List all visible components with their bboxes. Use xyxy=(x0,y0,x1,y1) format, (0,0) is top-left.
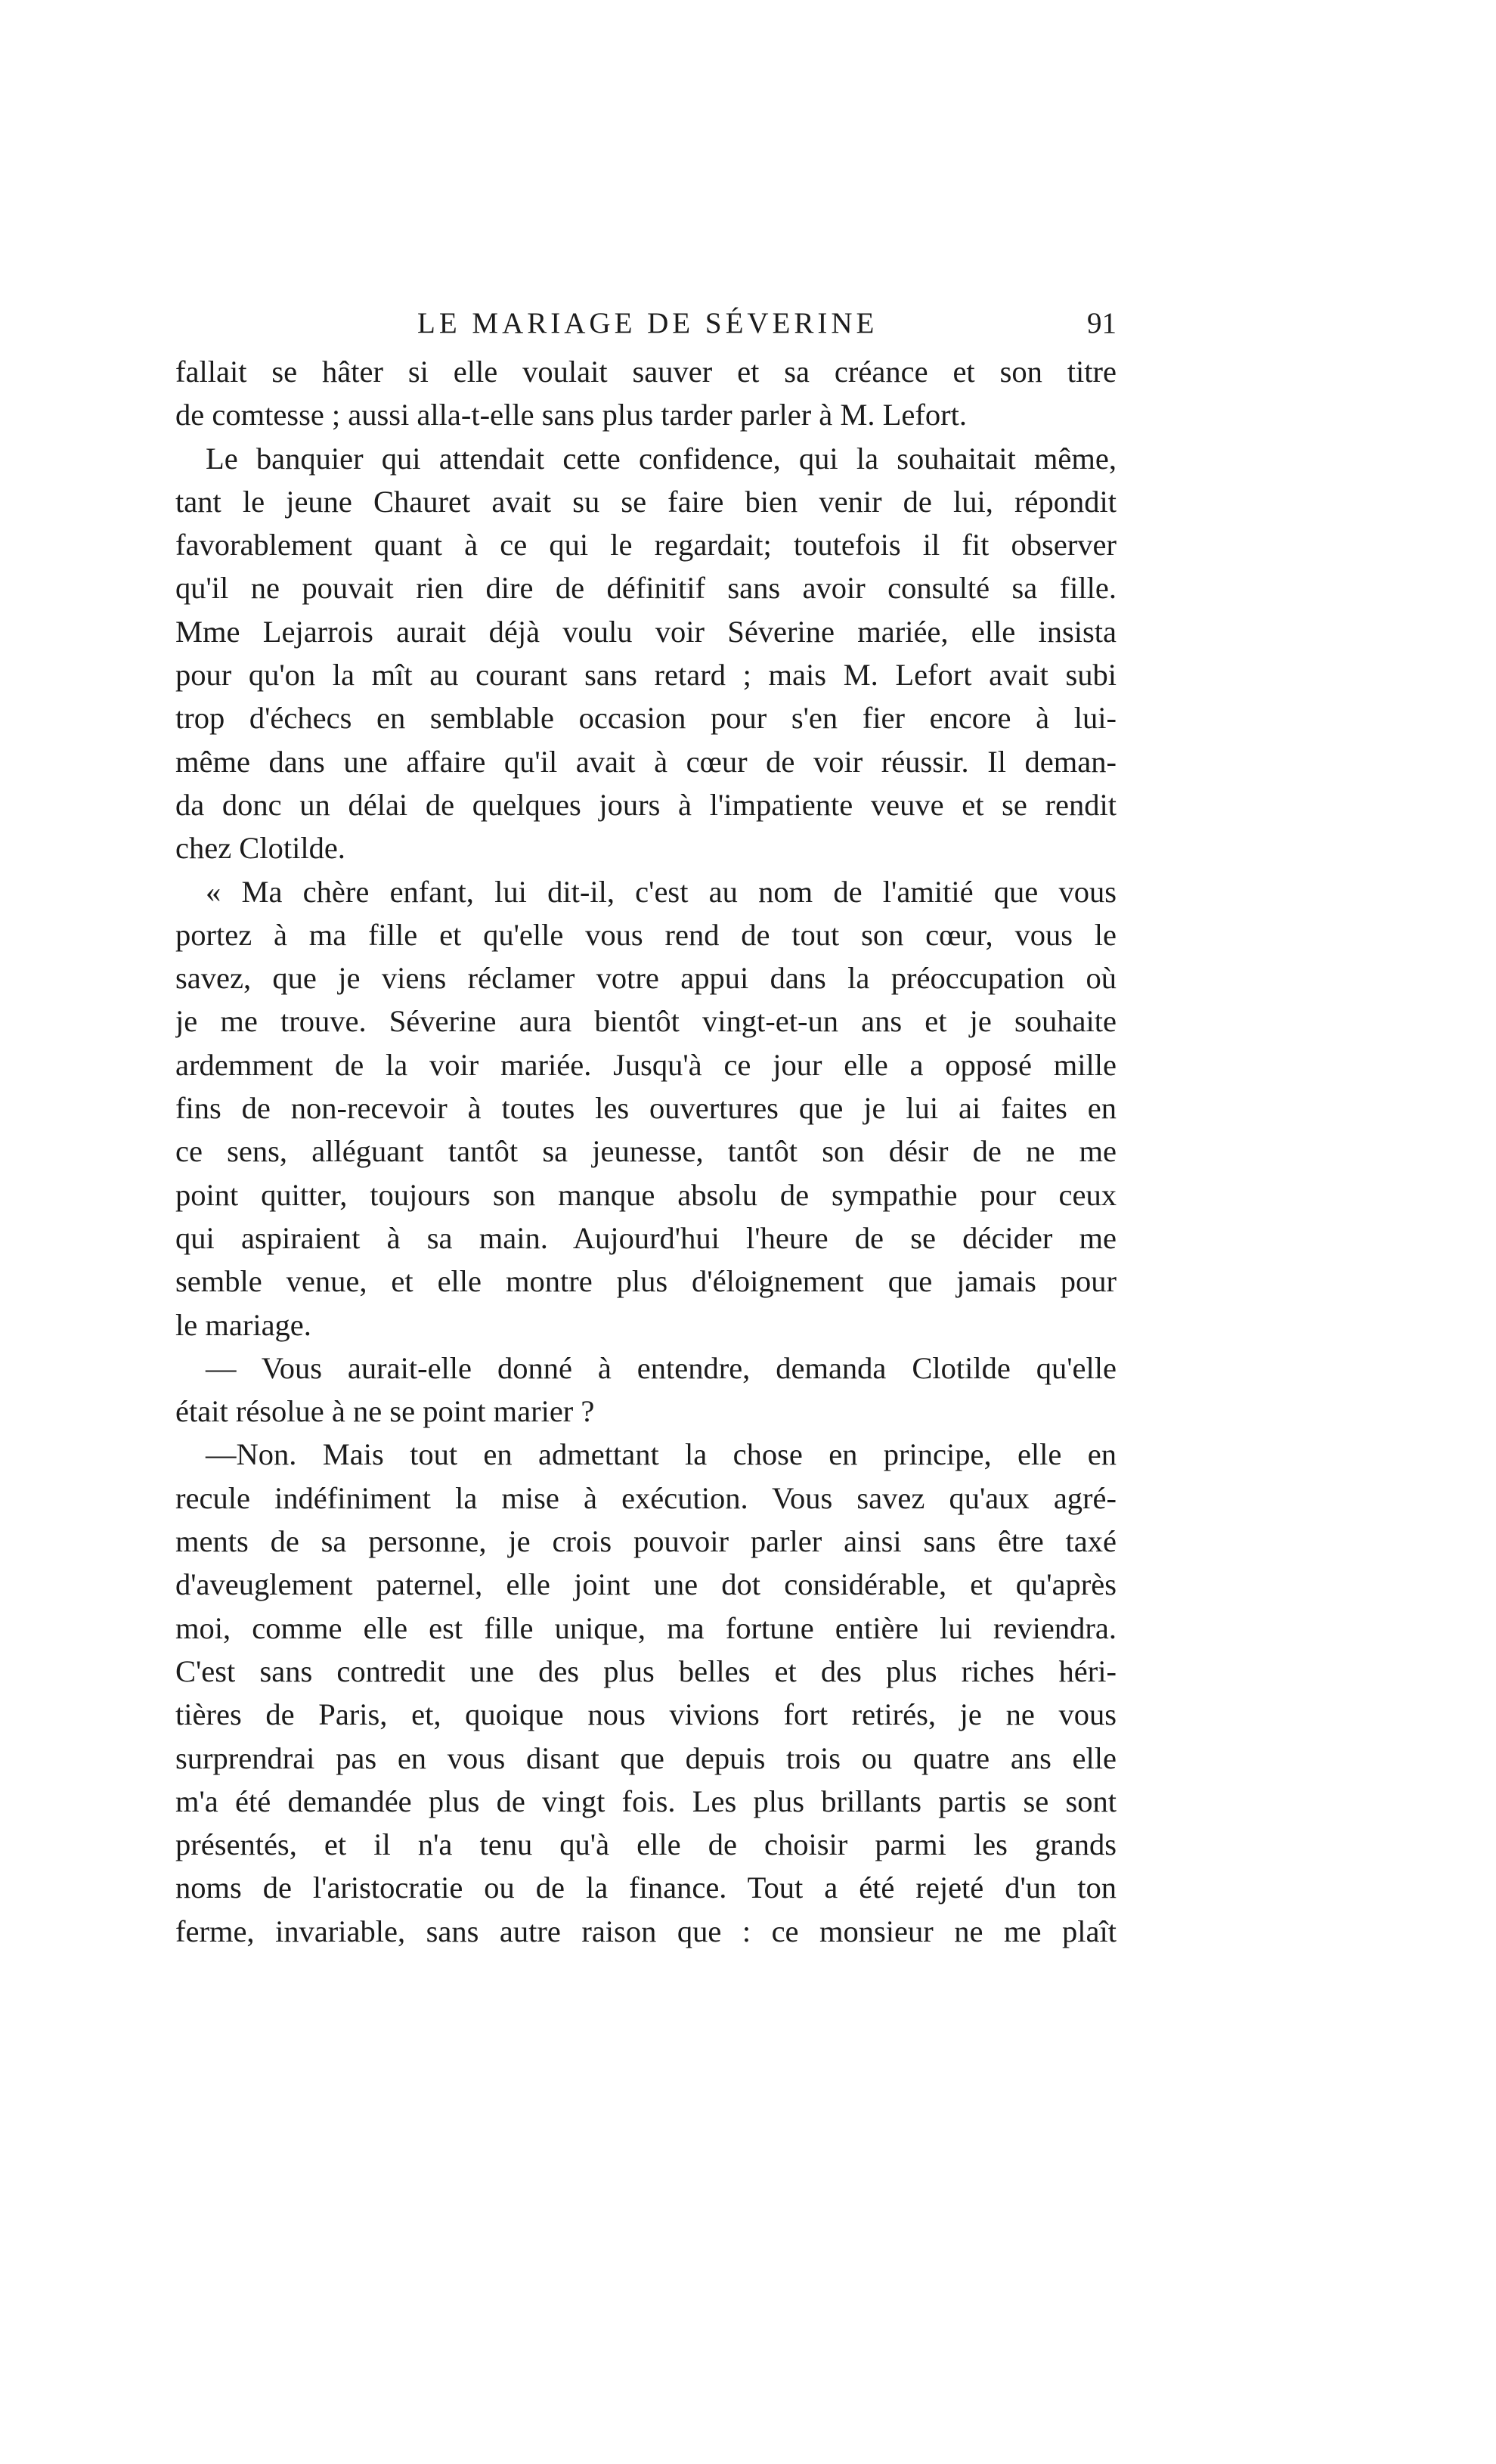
text-line: portez à ma fille et qu'elle vous rend de tout son cœur, vous le xyxy=(175,917,1117,952)
text-line: présentés, et il n'a tenu qu'à elle de choisir parmi les grands xyxy=(175,1827,1117,1862)
text-line: ce sens, alléguant tantôt sa jeunesse, tantôt son désir de ne me xyxy=(175,1134,1117,1169)
running-title: LE MARIAGE DE SÉVERINE xyxy=(417,307,878,339)
text-line: m'a été demandée plus de vingt fois. Les plus brillants partis se sont xyxy=(175,1784,1117,1818)
text-line: C'est sans contredit une des plus belles et des plus riches héri- xyxy=(175,1654,1117,1688)
text-line: recule indéfiniment la mise à exécution. Vous savez qu'aux agré- xyxy=(175,1480,1117,1515)
text-line: surprendrai pas en vous disant que depuis trois ou quatre ans elle xyxy=(175,1740,1117,1775)
text-line: trop d'échecs en semblable occasion pour s'en fier encore à lui- xyxy=(175,701,1117,736)
text-line: de comtesse ; aussi alla-t-elle sans plus tarder parler à M. Lefort. xyxy=(175,398,967,432)
text-line: savez, que je viens réclamer votre appui dans la préoccupation où xyxy=(175,961,1117,996)
text-line: d'aveuglement paternel, elle joint une dot considérable, et qu'après xyxy=(175,1567,1117,1602)
text-line: fins de non-recevoir à toutes les ouvertures que je lui ai faites en xyxy=(175,1091,1117,1126)
text-line: fallait se hâter si elle voulait sauver et sa créance et son titre xyxy=(175,355,1117,389)
text-line: moi, comme elle est fille unique, ma fortune entière lui reviendra. xyxy=(175,1610,1117,1645)
text-line: était résolue à ne se point marier ? xyxy=(175,1394,595,1429)
text-line: da donc un délai de quelques jours à l'impatiente veuve et se rendit xyxy=(175,787,1117,822)
text-line: pour qu'on la mît au courant sans retard ; mais M. Lefort avait subi xyxy=(175,658,1117,693)
text-line: — Vous aurait-elle donné à entendre, demanda Clotilde qu'elle xyxy=(206,1350,1117,1385)
body-text xyxy=(175,350,1117,1953)
text-line: qui aspiraient à sa main. Aujourd'hui l'heure de se décider me xyxy=(175,1220,1117,1255)
text-line: ferme, invariable, sans autre raison que : ce monsieur ne me plaît xyxy=(175,1914,1117,1948)
text-line: Mme Lejarrois aurait déjà voulu voir Séverine mariée, elle insista xyxy=(175,614,1117,649)
text-line: je me trouve. Séverine aura bientôt vingt-et-un ans et je souhaite xyxy=(175,1004,1117,1039)
page-number: 91 xyxy=(1087,307,1117,339)
text-line: point quitter, toujours son manque absolu de sympathie pour ceux xyxy=(175,1177,1117,1212)
text-line: semble venue, et elle montre plus d'éloignement que jamais pour xyxy=(175,1264,1117,1299)
text-line: même dans une affaire qu'il avait à cœur de voir réussir. Il deman- xyxy=(175,744,1117,779)
text-line: tant le jeune Chauret avait su se faire bien venir de lui, répondit xyxy=(175,484,1117,519)
text-line: chez Clotilde. xyxy=(175,831,345,866)
text-line: le mariage. xyxy=(175,1307,311,1342)
text-line: qu'il ne pouvait rien dire de définitif sans avoir consulté sa fille. xyxy=(175,571,1117,606)
running-head xyxy=(175,301,1117,346)
text-line: Le banquier qui attendait cette confidence, qui la souhaitait même, xyxy=(206,441,1117,476)
text-line: « Ma chère enfant, lui dit-il, c'est au nom de l'amitié que vous xyxy=(206,874,1117,909)
text-line: —Non. Mais tout en admettant la chose en principe, elle en xyxy=(206,1437,1117,1472)
text-line: tières de Paris, et, quoique nous vivions fort retirés, je ne vous xyxy=(175,1697,1117,1732)
text-line: favorablement quant à ce qui le regardait; toutefois il fit observer xyxy=(175,528,1117,563)
text-line: ardemment de la voir mariée. Jusqu'à ce jour elle a opposé mille xyxy=(175,1047,1117,1082)
text-line: ments de sa personne, je crois pouvoir parler ainsi sans être taxé xyxy=(175,1524,1117,1559)
text-line: noms de l'aristocratie ou de la finance. Tout a été rejeté d'un ton xyxy=(175,1870,1117,1905)
